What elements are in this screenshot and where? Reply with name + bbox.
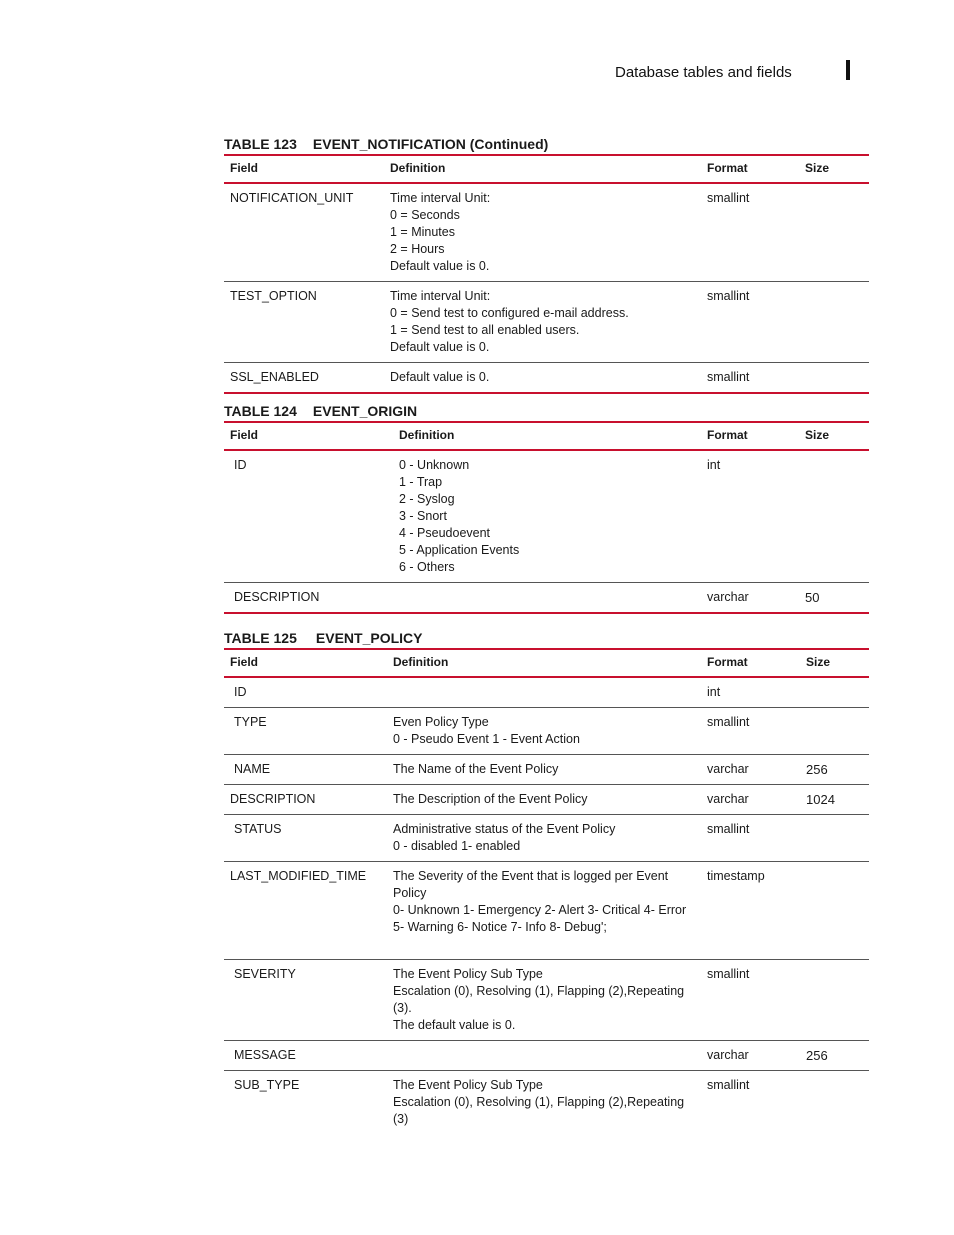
cell-format: smallint — [701, 363, 799, 394]
column-header-format: Format — [701, 649, 800, 677]
table-row — [224, 862, 869, 960]
definition-line: Time interval Unit: — [390, 191, 491, 205]
column-header-format: Format — [701, 422, 799, 450]
cell-size: 50 — [799, 583, 869, 614]
cell-size — [799, 282, 869, 363]
cell-definition — [387, 677, 701, 708]
cell-field: MESSAGE — [224, 1041, 387, 1071]
definition-line: The Description of the Event Policy — [393, 792, 588, 806]
table-caption — [224, 134, 869, 154]
column-header-definition: Definition — [387, 649, 701, 677]
table-header-row — [224, 422, 869, 450]
definition-line: 6 - Others — [399, 560, 455, 574]
cell-size: 1024 — [800, 785, 869, 815]
cell-definition — [384, 282, 701, 363]
cell-size — [800, 960, 869, 1041]
column-header-field: Field — [224, 649, 387, 677]
definition-line: 1 = Minutes — [390, 225, 455, 239]
cell-definition — [387, 708, 701, 755]
cell-format: varchar — [701, 1041, 800, 1071]
table-name: EVENT_ORIGIN — [312, 403, 418, 419]
table-row — [224, 1071, 869, 1135]
table-row — [224, 815, 869, 862]
cell-definition — [393, 583, 701, 614]
column-header-field: Field — [224, 422, 393, 450]
definition-line: 5 - Application Events — [399, 543, 520, 557]
definition-line: Administrative status of the Event Policy — [393, 822, 616, 836]
cell-field: SUB_TYPE — [234, 1078, 300, 1092]
cell-definition — [387, 1071, 701, 1135]
cell-field: STATUS — [224, 815, 387, 862]
column-header-size: Size — [800, 649, 869, 677]
table-row — [224, 583, 869, 614]
definition-line: Default value is 0. — [390, 259, 490, 273]
definition-line: 0- Unknown 1- Emergency 2- Alert 3- Critical 4- Error — [393, 903, 687, 917]
cell-field: NAME — [224, 755, 387, 785]
definition-line: The Event Policy Sub Type — [393, 1078, 543, 1092]
cell-format: smallint — [701, 282, 799, 363]
table-header-row — [224, 649, 869, 677]
cell-definition — [387, 960, 701, 1041]
column-header-field: Field — [224, 155, 384, 183]
table-row — [224, 708, 869, 755]
column-header-format: Format — [701, 155, 799, 183]
definition-line: Time interval Unit: — [390, 289, 491, 303]
definition-line: 1 = Send test to all enabled users. — [390, 323, 580, 337]
cell-field: TYPE — [224, 708, 387, 755]
definition-line: The Event Policy Sub Type — [393, 967, 543, 981]
table-row — [224, 960, 869, 1041]
cell-definition — [387, 755, 701, 785]
table-number: TABLE 124 — [224, 403, 297, 419]
cell-size — [799, 450, 869, 583]
cell-format: smallint — [701, 708, 800, 755]
cell-size — [800, 815, 869, 862]
cell-format: varchar — [701, 583, 799, 614]
cell-format: smallint — [701, 960, 800, 1041]
table-row — [224, 755, 869, 785]
definition-line: The Severity of the Event that is logged per Event Policy — [393, 869, 669, 900]
definition-line: Escalation (0), Resolving (1), Flapping (2),Repeating (3). — [393, 984, 685, 1015]
definition-line: 5- Warning 6- Notice 7- Info 8- Debug'; — [393, 920, 607, 934]
cell-definition — [387, 862, 701, 960]
definition-line: The default value is 0. — [393, 1018, 516, 1032]
cell-field: SSL_ENABLED — [224, 363, 384, 394]
table-header-row — [224, 155, 869, 183]
definition-line: The Name of the Event Policy — [393, 762, 559, 776]
cell-format: smallint — [707, 1078, 750, 1092]
cell-format: int — [701, 677, 800, 708]
table-number: TABLE 125 — [224, 630, 297, 646]
cell-size — [800, 1071, 869, 1135]
cell-field: LAST_MODIFIED_TIME — [224, 862, 387, 960]
cell-field: SEVERITY — [224, 960, 387, 1041]
cell-format: smallint — [701, 183, 799, 282]
cell-definition — [387, 815, 701, 862]
column-header-definition: Definition — [384, 155, 701, 183]
data-table — [224, 421, 869, 614]
definition-line: Default value is 0. — [390, 340, 490, 354]
table-name: EVENT_NOTIFICATION (Continued) — [312, 136, 549, 152]
cell-size — [799, 183, 869, 282]
cell-field: ID — [224, 450, 393, 583]
table-123 — [224, 134, 869, 394]
cell-definition — [393, 450, 701, 583]
table-124 — [224, 401, 869, 614]
table-row — [224, 785, 869, 815]
data-table — [224, 648, 869, 1134]
header-marker-bar — [846, 60, 850, 80]
cell-field: DESCRIPTION — [224, 785, 387, 815]
cell-size: 256 — [800, 755, 869, 785]
column-header-size: Size — [799, 422, 869, 450]
definition-line: 2 = Hours — [390, 242, 445, 256]
table-125 — [224, 628, 869, 1134]
cell-size — [800, 862, 869, 960]
definition-line: Default value is 0. — [390, 370, 490, 384]
table-row — [224, 282, 869, 363]
cell-field: ID — [224, 677, 387, 708]
definition-line: 0 - Pseudo Event 1 - Event Action — [393, 732, 580, 746]
definition-line: Even Policy Type — [393, 715, 489, 729]
definition-line: 1 - Trap — [399, 475, 443, 489]
cell-definition — [387, 785, 701, 815]
cell-definition — [384, 183, 701, 282]
cell-format: timestamp — [701, 862, 800, 960]
definition-line: 4 - Pseudoevent — [399, 526, 491, 540]
table-name: EVENT_POLICY — [315, 630, 423, 646]
cell-definition — [384, 363, 701, 394]
column-header-size: Size — [799, 155, 869, 183]
definition-line: 0 = Seconds — [390, 208, 460, 222]
cell-size — [800, 677, 869, 708]
table-row — [224, 1041, 869, 1071]
cell-field: NOTIFICATION_UNIT — [224, 183, 384, 282]
definition-line — [393, 936, 695, 953]
cell-format: smallint — [701, 815, 800, 862]
table-row — [224, 183, 869, 282]
running-header-title: Database tables and fields — [615, 64, 792, 81]
cell-size — [799, 363, 869, 394]
data-table — [224, 154, 869, 394]
table-caption — [224, 401, 869, 421]
cell-field: DESCRIPTION — [224, 583, 393, 614]
table-row — [224, 363, 869, 394]
definition-line: 0 = Send test to configured e-mail address. — [390, 306, 629, 320]
definition-line: Escalation (0), Resolving (1), Flapping (2),Repeating (3) — [393, 1095, 685, 1126]
definition-line: 2 - Syslog — [399, 492, 455, 506]
table-number: TABLE 123 — [224, 136, 297, 152]
cell-format: int — [701, 450, 799, 583]
table-caption — [224, 628, 869, 648]
cell-format: varchar — [701, 785, 800, 815]
column-header-definition: Definition — [393, 422, 701, 450]
cell-size — [800, 708, 869, 755]
table-row — [224, 677, 869, 708]
table-row — [224, 450, 869, 583]
cell-size: 256 — [800, 1041, 869, 1071]
definition-line: 0 - disabled 1- enabled — [393, 839, 521, 853]
cell-definition — [387, 1041, 701, 1071]
cell-field: TEST_OPTION — [224, 282, 384, 363]
definition-line: 0 - Unknown — [399, 458, 470, 472]
definition-line: 3 - Snort — [399, 509, 447, 523]
cell-format: varchar — [701, 755, 800, 785]
